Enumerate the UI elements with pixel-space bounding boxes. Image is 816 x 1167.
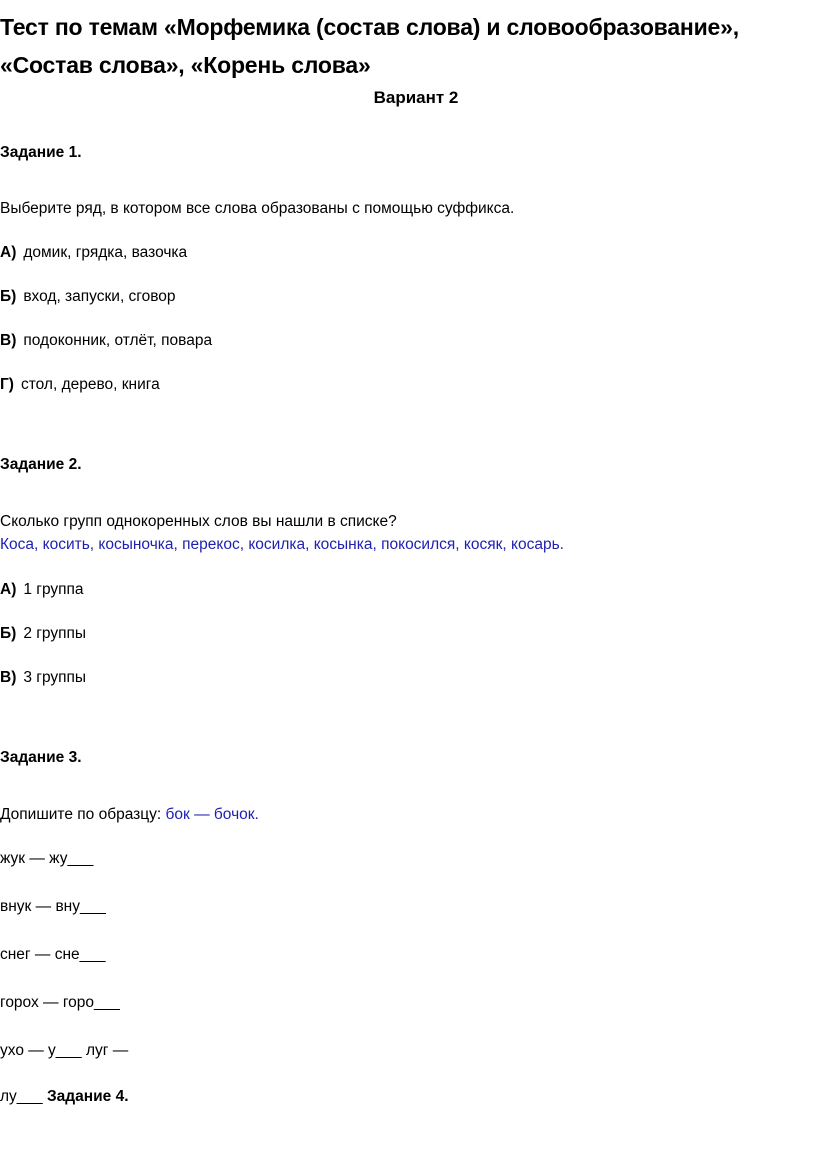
- option-text: 3 группы: [23, 669, 87, 686]
- task3-item: снег — сне___: [0, 946, 106, 963]
- task3-example: бок — бочок.: [165, 806, 259, 823]
- task3-prompt-line: [0, 805, 259, 825]
- task3-last-item: лу___: [0, 1088, 43, 1105]
- task2-heading: Задание 2.: [0, 456, 82, 473]
- task1-option-a: [0, 243, 187, 263]
- task2-option-b: [0, 624, 86, 644]
- task3-item: ухо — у___ луг —: [0, 1042, 129, 1059]
- option-text: 2 группы: [23, 625, 87, 642]
- option-letter: В): [0, 332, 17, 349]
- task1-option-v: [0, 331, 212, 351]
- page-title: Тест по темам «Морфемика (состав слова) и словообразование», «Состав слова», «Корень слова»: [0, 14, 739, 78]
- task3-prompt: Допишите по образцу:: [0, 806, 162, 823]
- task3-item: внук — вну___: [0, 898, 106, 915]
- task1-question: Выберите ряд, в котором все слова образованы с помощью суффикса.: [0, 200, 515, 217]
- option-letter: Г): [0, 376, 14, 393]
- option-letter: Б): [0, 625, 17, 642]
- task3-heading: Задание 3.: [0, 749, 82, 766]
- task1-heading: Задание 1.: [0, 144, 82, 161]
- option-letter: Б): [0, 288, 17, 305]
- task2-option-a: [0, 580, 84, 600]
- task3-item: горох — горо___: [0, 994, 120, 1011]
- option-text: стол, дерево, книга: [20, 376, 160, 393]
- option-letter: В): [0, 669, 17, 686]
- option-text: подоконник, отлёт, повара: [23, 332, 213, 349]
- task2-word-list: Коса, косить, косыночка, перекос, косилка, косынка, покосился, косяк, косарь.: [0, 536, 564, 553]
- task1-option-g: [0, 375, 160, 395]
- task2-option-v: [0, 668, 86, 688]
- option-text: 1 группа: [23, 581, 84, 598]
- task3-item: жук — жу___: [0, 850, 94, 867]
- option-letter: А): [0, 244, 17, 261]
- option-text: вход, запуски, сговор: [23, 288, 176, 305]
- task2-question: Сколько групп однокоренных слов вы нашли в списке?: [0, 513, 397, 530]
- task4-heading: Задание 4.: [46, 1088, 129, 1105]
- option-text: домик, грядка, вазочка: [23, 244, 188, 261]
- task3-last-line: [0, 1087, 129, 1107]
- task1-option-b: [0, 287, 176, 307]
- variant-heading: Вариант 2: [373, 88, 459, 107]
- option-letter: А): [0, 581, 17, 598]
